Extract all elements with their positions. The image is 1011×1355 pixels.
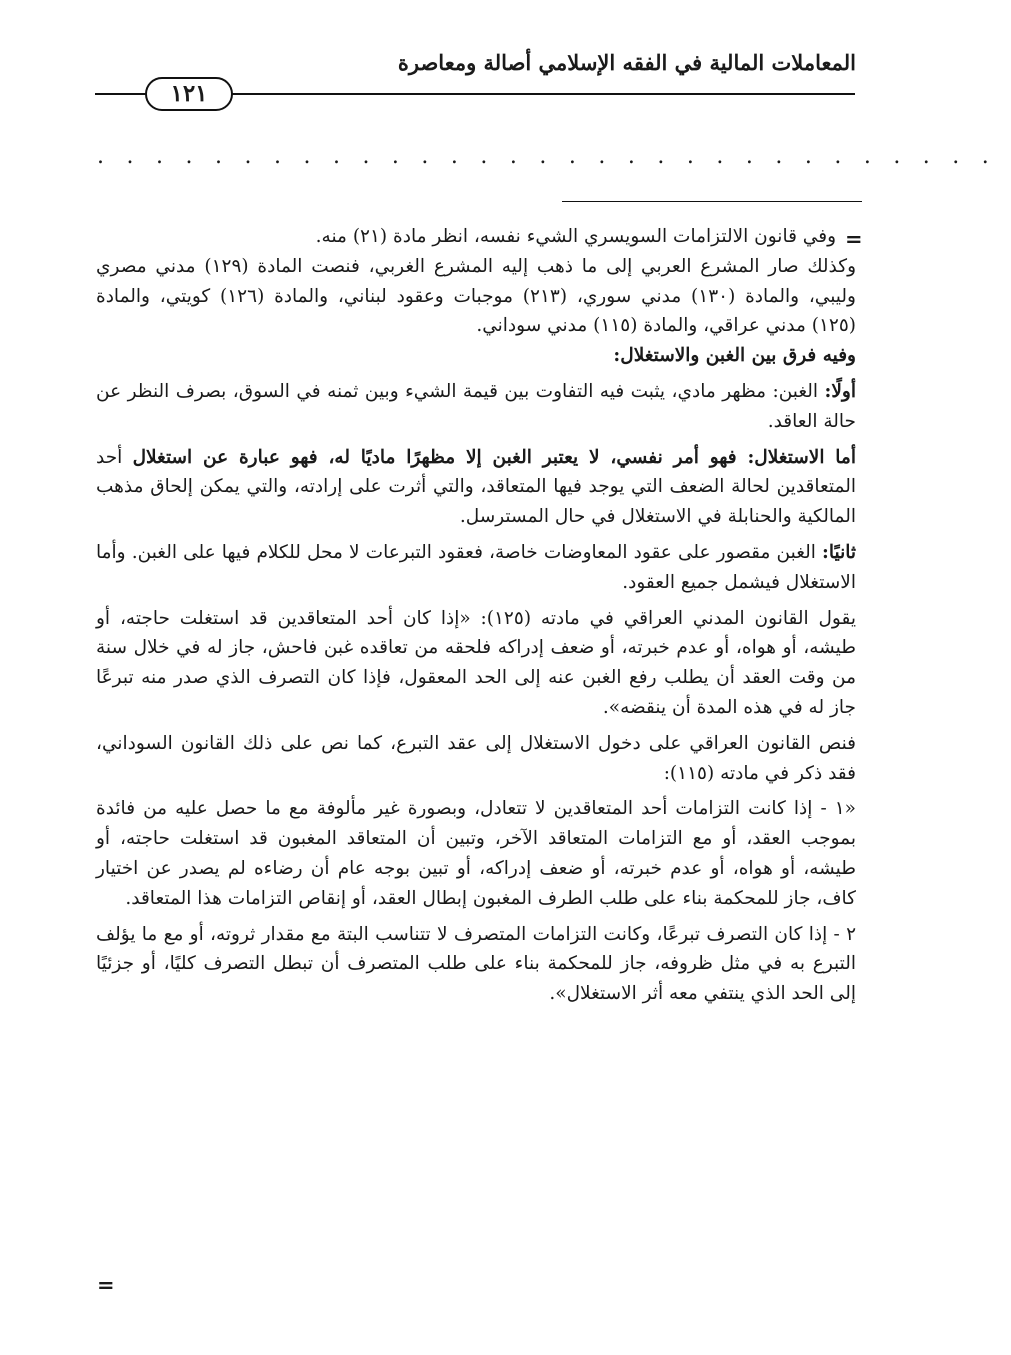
paragraph-sudanese-law: فنص القانون العراقي على دخول الاستغلال إلى عقد التبرع، كما نص على ذلك القانون السوداني، فقد ذكر في مادته (١١٥): bbox=[96, 732, 856, 784]
paragraph-article-clause-1: «١ - إذا كانت التزامات أحد المتعاقدين لا تتعادل، وبصورة غير مألوفة مع ما حصل عليه من فائدة بموجب العقد، أو مع التزامات المتعاقد الآخر، وتبين أن المتعاقد المغبون قد استغلت حاجته، أو طيشه، أو هواه، أو عدم خبرته، أو ضعف إدراكه، أو تبين بوجه عام أن رضاءه لم يصدر عن اختيار كاف، جاز للمحكمة بناء على طلب الطرف المغبون إبطال العقد، أو إنقاص التزامات هذا المتعاقد. bbox=[96, 798, 856, 909]
footnote-body bbox=[96, 222, 856, 1009]
dotted-separator: ............................... bbox=[97, 144, 1011, 169]
paragraph-first-point bbox=[96, 377, 856, 437]
continuation-mark-bottom: = bbox=[97, 1272, 115, 1297]
paragraph-swiss-law: وفي قانون الالتزامات السويسري الشيء نفسه، انظر مادة (٢١) منه. bbox=[315, 226, 836, 247]
second-point-lead: ثانيًا: bbox=[822, 541, 856, 563]
first-point-text: الغبن: مظهر مادي، يثبت فيه التفاوت بين قيمة الشيء وبين ثمنه في السوق، بصرف النظر عن حالة العاقد. bbox=[96, 380, 856, 432]
continuation-mark-top: = bbox=[845, 226, 863, 251]
paragraph-exploitation bbox=[96, 443, 856, 532]
running-header: المعاملات المالية في الفقه الإسلامي أصالة ومعاصرة bbox=[397, 50, 856, 75]
exploitation-text: أحد المتعاقدين لحالة الضعف التي يوجد فيها المتعاقد، والتي أثرت على إرادته، والتي يمكن إلحاق مذهب المالكية والحنابلة في الاستغلال في حال المسترسل. bbox=[96, 446, 856, 528]
paragraph-iraqi-law: يقول القانون المدني العراقي في مادته (١٢٥): «إذا كان أحد المتعاقدين قد استغلت حاجته، أو طيشه، أو هواه، أو عدم خبرته، أو ضعف إدراكه فلحقه من تعاقده غبن فاحش، جاز له في خلال سنة من وقت العقد أن يطلب رفع الغبن عنه إلى الحد المعقول، فإذا كان التصرف الذي صدر منه تبرعًا جاز له في هذه المدة أن ينقضه». bbox=[96, 607, 856, 718]
paragraph-article-clause-2: ٢ - إذا كان التصرف تبرعًا، وكانت التزامات المتصرف لا تتناسب البتة مع مقدار ثروته، أو مع ما يؤلف التبرع به في مثل ظروفه، جاز للمحكمة بناء على طلب المتصرف أن تبطل التصرف كليًا، أو جزئيًا إلى الحد الذي ينتفي معه أثر الاستغلال». bbox=[96, 923, 856, 1005]
footnote-rule bbox=[562, 201, 862, 202]
first-point-lead: أولًا: bbox=[824, 380, 856, 402]
paragraph-second-point bbox=[96, 538, 856, 598]
exploitation-lead: أما الاستغلال: فهو أمر نفسي، لا يعتبر الغبن إلا مظهرًا ماديًا له، فهو عبارة عن استغلال bbox=[132, 446, 856, 468]
paragraph-difference-heading: وفيه فرق بين الغبن والاستغلال: bbox=[613, 345, 856, 367]
page-number-badge: ١٢١ bbox=[145, 77, 233, 111]
second-point-text: الغبن مقصور على عقود المعاوضات خاصة، فعقود التبرعات لا محل للكلام فيها على الغبن. وأما الاستغلال فيشمل جميع العقود. bbox=[96, 541, 856, 593]
paragraph-arab-legislators: وكذلك صار المشرع العربي إلى ما ذهب إليه المشرع الغربي، فنصت المادة (١٢٩) مدني مصري وليبي، والمادة (١٣٠) مدني سوري، (٢١٣) موجبات وعقود لبناني، والمادة (١٢٦) كويتي، والمادة (١٢٥) مدني عراقي، والمادة (١١٥) مدني سوداني. bbox=[96, 255, 857, 337]
